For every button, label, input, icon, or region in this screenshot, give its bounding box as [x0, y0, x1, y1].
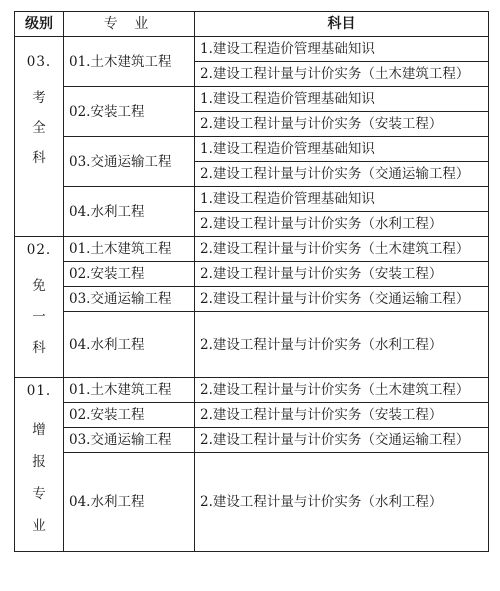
table-row	[15, 262, 489, 287]
level-header: 级别	[15, 12, 64, 37]
table-row	[15, 453, 489, 552]
major-cell: 02.安装工程	[64, 262, 195, 287]
subject-cell: 2.建设工程计量与计价实务（土木建筑工程）	[195, 237, 489, 262]
level-code: 01.	[26, 383, 52, 399]
table-row	[15, 37, 489, 62]
table-row	[15, 137, 489, 162]
level-name: 增 报 专 业	[32, 422, 46, 534]
subject-cell: 2.建设工程计量与计价实务（土木建筑工程）	[195, 62, 489, 87]
subject-cell: 2.建设工程计量与计价实务（安装工程）	[195, 403, 489, 428]
subject-cell: 2.建设工程计量与计价实务（安装工程）	[195, 112, 489, 137]
subject-cell: 2.建设工程计量与计价实务（交通运输工程）	[195, 162, 489, 187]
table-row	[15, 287, 489, 312]
subject-cell: 2.建设工程计量与计价实务（水利工程）	[195, 212, 489, 237]
subject-cell: 1.建设工程造价管理基础知识	[195, 187, 489, 212]
table-row	[15, 403, 489, 428]
major-cell: 03.交通运输工程	[64, 428, 195, 453]
table-row	[15, 87, 489, 112]
level-code: 03.	[26, 54, 52, 70]
subject-cell: 2.建设工程计量与计价实务（水利工程）	[195, 312, 489, 378]
major-cell: 03.交通运输工程	[64, 287, 195, 312]
exam-subjects-table	[14, 11, 489, 552]
level-cell	[15, 37, 64, 237]
table-row	[15, 378, 489, 403]
table-row	[15, 312, 489, 378]
level-name: 考 全 科	[32, 90, 46, 166]
subject-cell: 2.建设工程计量与计价实务（水利工程）	[195, 453, 489, 552]
subject-cell: 1.建设工程造价管理基础知识	[195, 87, 489, 112]
subject-cell: 2.建设工程计量与计价实务（交通运输工程）	[195, 287, 489, 312]
major-cell: 04.水利工程	[64, 453, 195, 552]
major-cell: 02.安装工程	[64, 403, 195, 428]
table-row	[15, 428, 489, 453]
level-name: 免 一 科	[32, 278, 46, 356]
subject-cell: 2.建设工程计量与计价实务（交通运输工程）	[195, 428, 489, 453]
major-header: 专 业	[64, 12, 195, 37]
major-cell: 04.水利工程	[64, 187, 195, 237]
subject-cell: 1.建设工程造价管理基础知识	[195, 37, 489, 62]
level-code: 02.	[26, 242, 52, 258]
table-row	[15, 237, 489, 262]
subject-cell: 2.建设工程计量与计价实务（土木建筑工程）	[195, 378, 489, 403]
major-cell: 04.水利工程	[64, 312, 195, 378]
header-row	[15, 12, 489, 37]
major-cell: 02.安装工程	[64, 87, 195, 137]
subject-cell: 2.建设工程计量与计价实务（安装工程）	[195, 262, 489, 287]
major-cell: 01.土木建筑工程	[64, 237, 195, 262]
major-cell: 01.土木建筑工程	[64, 378, 195, 403]
subjects-header: 科目	[195, 12, 489, 37]
table-row	[15, 187, 489, 212]
major-cell: 01.土木建筑工程	[64, 37, 195, 87]
major-cell: 03.交通运输工程	[64, 137, 195, 187]
level-cell	[15, 237, 64, 378]
level-cell	[15, 378, 64, 552]
subject-cell: 1.建设工程造价管理基础知识	[195, 137, 489, 162]
